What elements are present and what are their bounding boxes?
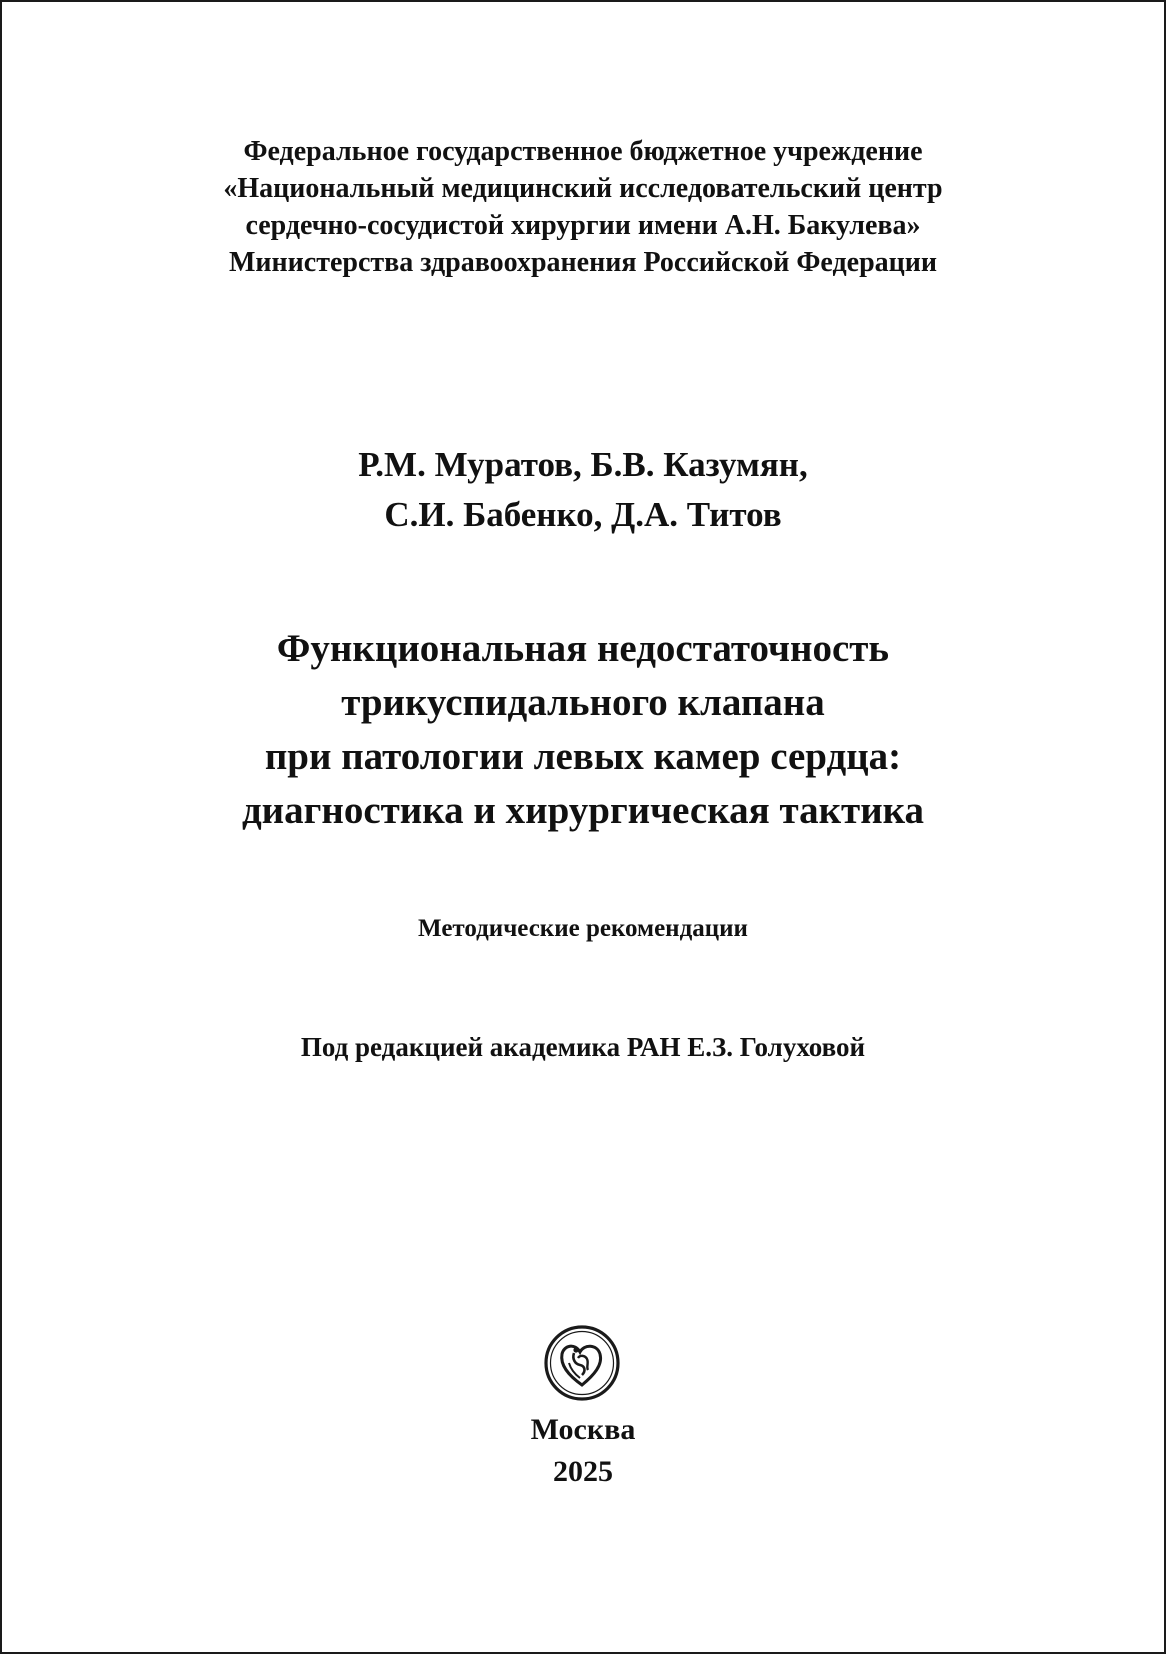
imprint-year: 2025 [553, 1455, 613, 1488]
institution-line: Федеральное государственное бюджетное учреждение [243, 136, 923, 167]
authors-line: С.И. Бабенко, Д.А. Титов [384, 495, 782, 534]
institution-line: Министерства здравоохранения Российской Федерации [228, 247, 938, 278]
institution-header [0, 133, 1166, 281]
editor-credit: Под редакцией академика РАН Е.З. Голуховой [300, 1032, 866, 1062]
heart-emblem-icon [542, 1323, 622, 1403]
title-line: при патологии левых камер сердца: [264, 735, 902, 778]
document-subtitle: Методические рекомендации [418, 915, 748, 942]
document-title [0, 622, 1166, 838]
authors [0, 440, 1166, 540]
title-line: Функциональная недостаточность [276, 627, 890, 670]
imprint-city: Москва [530, 1413, 636, 1446]
title-line: трикуспидального клапана [341, 681, 825, 724]
authors-line: Р.М. Муратов, Б.В. Казумян, [358, 445, 808, 484]
institution-line: «Национальный медицинский исследовательский центр [223, 173, 943, 204]
title-line: диагностика и хирургическая тактика [241, 789, 925, 832]
institution-line: сердечно-сосудистой хирургии имени А.Н. Бакулева» [245, 210, 921, 241]
